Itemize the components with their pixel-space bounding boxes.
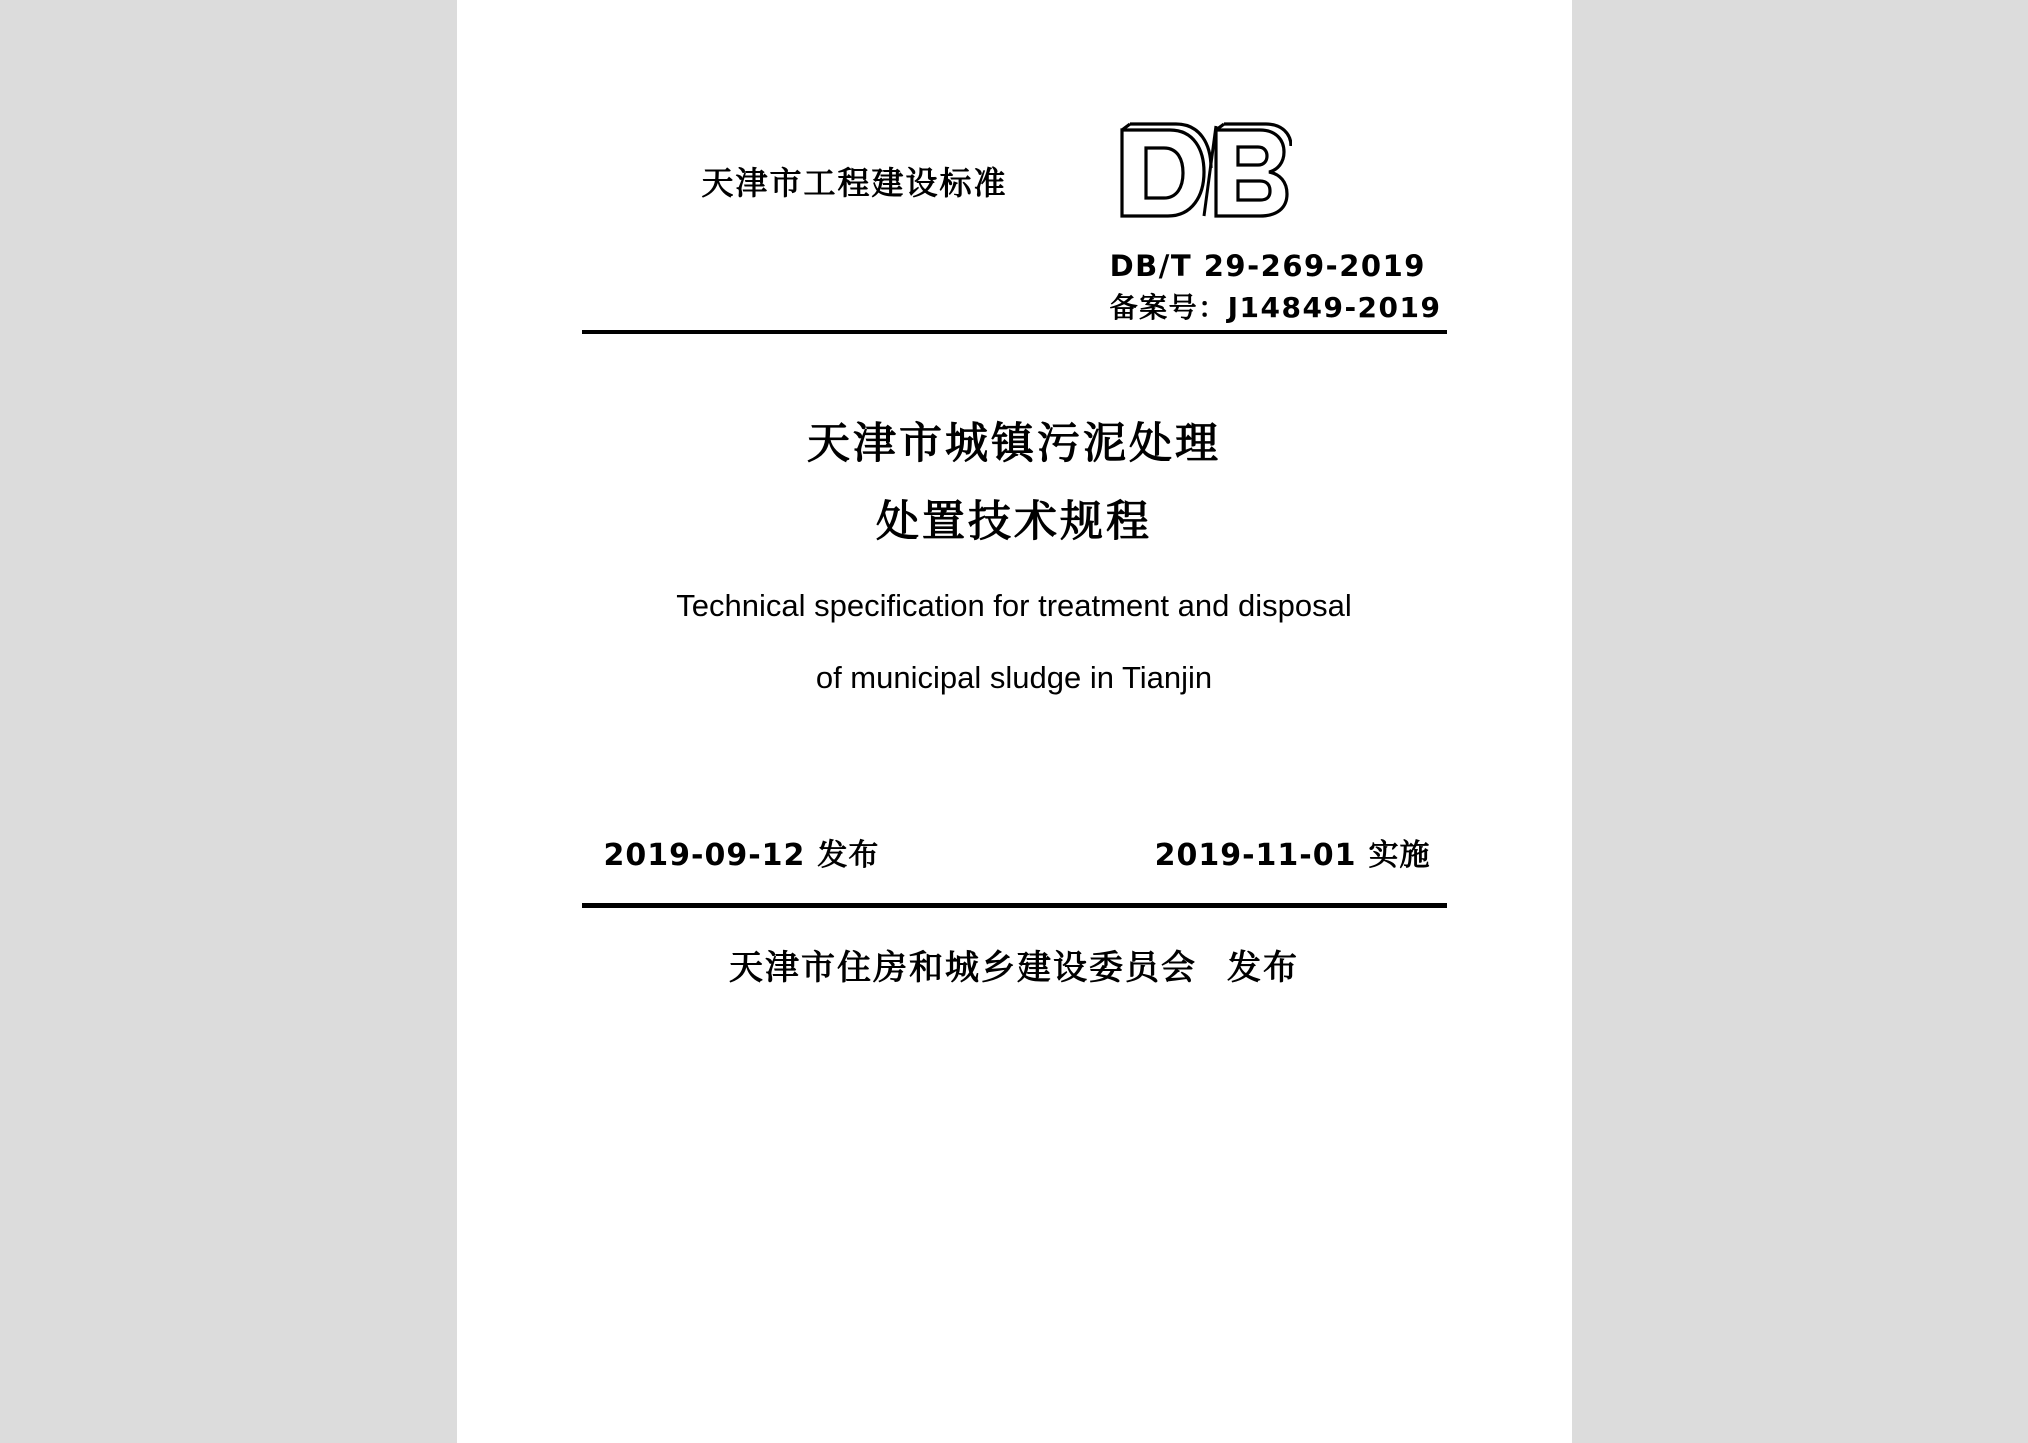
standard-cover-page — [457, 0, 1572, 1443]
standard-number: DB/T 29-269-2019 — [1109, 249, 1426, 283]
bottom-divider — [582, 903, 1447, 908]
cover-header — [457, 120, 1572, 240]
issue-date-label: 发布 — [817, 838, 880, 873]
effective-date-label: 实施 — [1368, 838, 1431, 873]
publisher-verb: 发布 — [1227, 948, 1299, 988]
issue-date: 2019-09-12 — [603, 838, 806, 873]
title-chinese-line-1: 天津市城镇污泥处理 — [807, 419, 1221, 469]
title-block — [457, 405, 1572, 705]
title-english-line-1: Technical specification for treatment and disposal — [676, 588, 1352, 623]
title-english-line-2: of municipal sludge in Tianjin — [815, 660, 1213, 695]
top-divider — [582, 330, 1447, 334]
publisher-line — [457, 940, 1572, 989]
standard-number-block — [1110, 245, 1442, 329]
publisher-name: 天津市住房和城乡建设委员会 — [729, 948, 1197, 988]
record-number: 备案号：J14849-2019 — [1109, 291, 1442, 324]
db-logo-icon — [1112, 120, 1292, 225]
issue-date-group — [604, 830, 880, 874]
effective-date-group — [1155, 830, 1431, 874]
dates-row — [582, 830, 1447, 874]
title-chinese-line-2: 处置技术规程 — [876, 497, 1152, 547]
standard-series-label: 天津市工程建设标准 — [701, 164, 1008, 202]
effective-date: 2019-11-01 — [1154, 838, 1357, 873]
